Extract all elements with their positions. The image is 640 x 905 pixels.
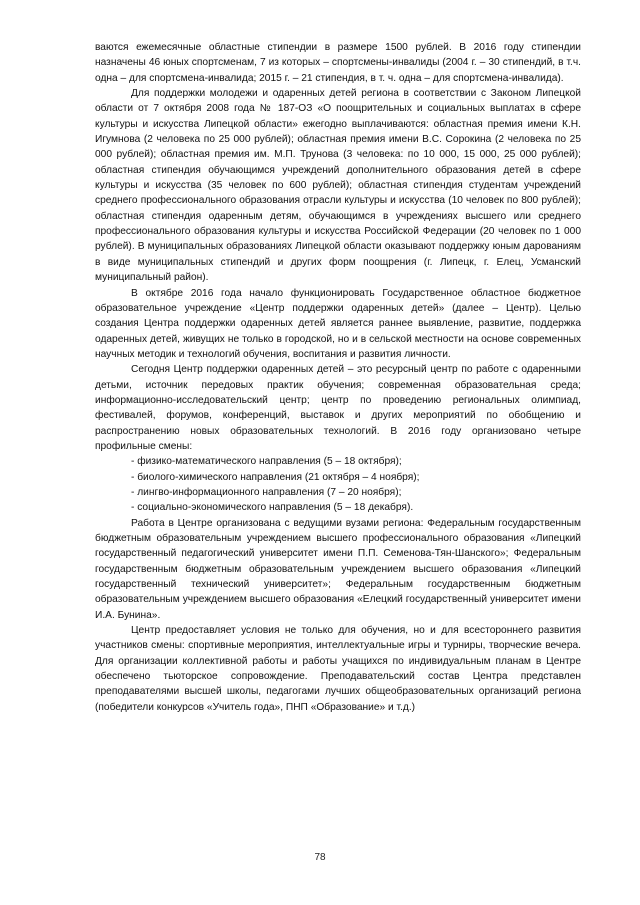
paragraph-center-conditions: Центр предоставляет условия не только для обучения, но и для всестороннего развития участников смены: спортивные мероприятия, интеллектуальные игры и турниры, творческие вечера. Для организации коллективной работы и работы учащихся по индивидуальным планам в Центре обеспечено тьюторское сопровождение. Преподавательский состав Центра представлен преподавателями высшей школы, педагогами лучших общеобразовательных организаций региона (победители конкурсов «Учитель года», ПНП «Образование» и т.д.) xyxy=(95,625,581,713)
paragraph-center-founding: В октябре 2016 года начало функционировать Государственное областное бюджетное образовательное учреждение «Центр поддержки одаренных детей» (далее – Центр). Целью создания Центра поддержки одаренных детей является раннее выявление, развитие, поддержка одаренных детей, живущих не только в городской, но и в сельской местности на основе современных научных методик и технологий обучения, воспитания и развития личности. xyxy=(95,287,581,360)
list-item: - социально-экономического направления (5 – 18 декабря). xyxy=(131,502,414,514)
page-number: 78 xyxy=(314,852,326,863)
profile-shifts-list xyxy=(95,454,581,515)
paragraph-universities: Работа в Центре организована с ведущими вузами региона: Федеральным государственным бюджетным образовательным учреждением высшего профессионального образования «Липецкий государственный педагогический университет имени П.П. Семенова-Тян-Шанского»; Федеральным государственным бюджетным образовательным учреждением высшего образования «Липецкий государственный технический университет»; Федеральным государственным бюджетным образовательным учреждением высшего образования «Елецкий государственный университет имени И.А. Бунина». xyxy=(95,517,581,621)
list-item: - лингво-информационного направления (7 – 20 ноября); xyxy=(131,486,402,498)
list-item: - физико-математического направления (5 – 18 октября); xyxy=(131,456,402,468)
paragraph-culture-awards: Для поддержки молодежи и одаренных детей региона в соответствии с Законом Липецкой области от 7 октября 2008 года № 187-ОЗ «О поощрительных и социальных выплатах в сфере культуры и искусства Липецкой области» ежегодно выплачиваются: областная премия имени К.Н. Игумнова (2 человека по 25 000 рублей); областная премия имени В.С. Сорокина (2 человека по 25 000 рублей); областная премия им. М.П. Трунова (3 человека: по 10 000, 15 000, 25 000 рублей); областная стипендия обучающимся учреждений дополнительного образования детей в сфере культуры и искусства (35 человек по 600 рублей); областная стипендия студентам учреждений среднего профессионального образования отрасли культуры и искусства (10 человек по 800 рублей); областная стипендия одаренным детям, обучающимся в учреждениях высшего или среднего профессионального образования культуры и искусства Российской Федерации (20 человек по 1 000 рублей). В муниципальных образованиях Липецкой области оказывают поддержку юным дарованиям в виде муниципальных стипендий и других форм поощрения (г. Липецк, г. Елец, Усманский муниципальный район). xyxy=(95,88,581,284)
paragraph-center-today: Сегодня Центр поддержки одаренных детей – это ресурсный центр по работе с одаренными детьми, источник передовых практик обучения; современная образовательная среда; информационно-исследовательский центр; центр по проведению региональных олимпиад, фестивалей, форумов, конференций, выставок и других мероприятий по обобщению и распространению новых образовательных технологий. В 2016 году организовано четыре профильные смены: xyxy=(95,364,581,452)
list-item: - биолого-химического направления (21 октября – 4 ноября); xyxy=(131,471,420,483)
document-page xyxy=(95,40,581,715)
paragraph-stipends-continued: ваются ежемесячные областные стипендии в размере 1500 рублей. В 2016 году стипендии назначены 46 юных спортсменам, 7 из которых – спортсмены-инвалиды (2004 г. – 30 стипендий, в т.ч. одна – для спортсмена-инвалида; 2015 г. – 21 стипендия, в т. ч. одна – для спортсмена-инвалида). xyxy=(95,42,581,84)
